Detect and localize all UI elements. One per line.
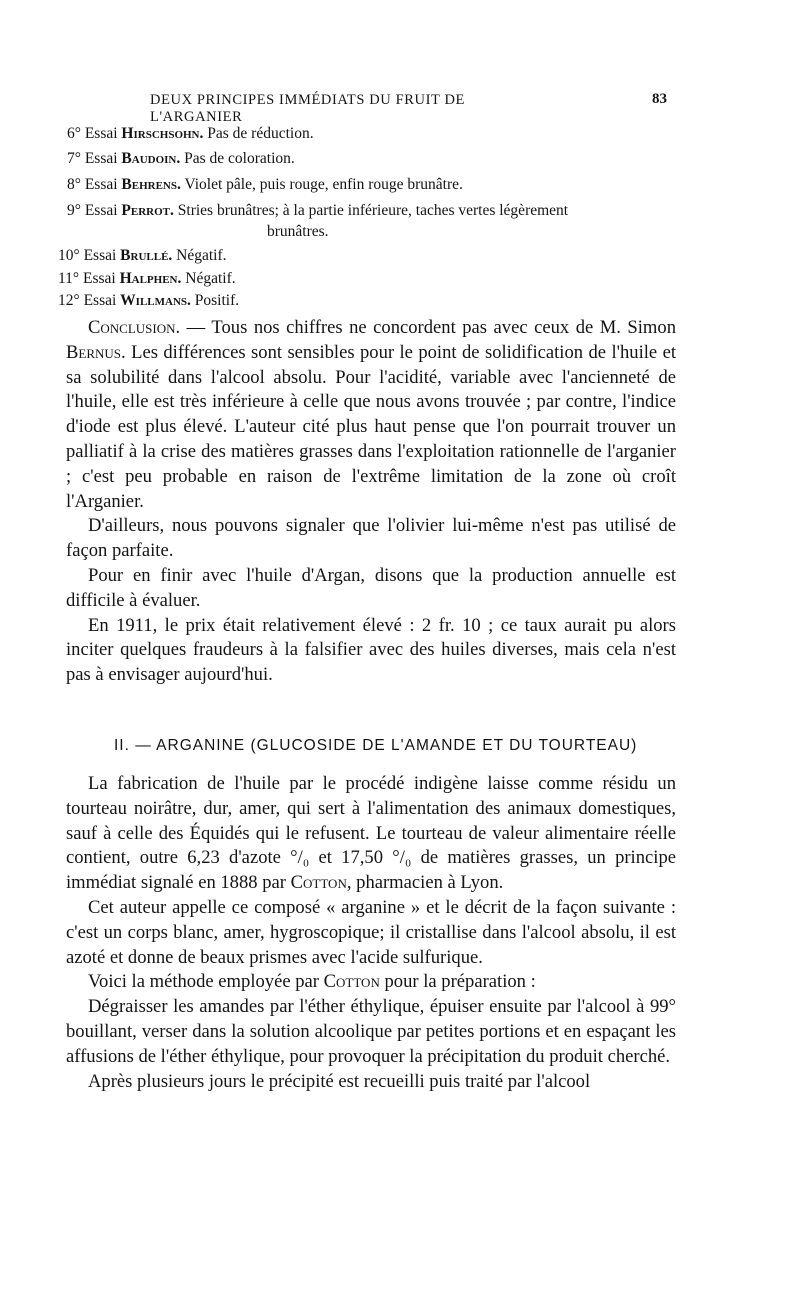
conclusion-paragraph: Conclusion. — Tous nos chiffres ne concordent pas avec ceux de M. Simon Bernus. Les différences sont sensibles pour le point de solidification de l'huile et sa solubilité dans l'alcool absolu. Pour l'acidité, variable avec l'ancienneté de l'huile, elle est très inférieure à celle que nous avons trouvée ; par contre, l'indice d'iode est plus élevé. L'auteur cité plus haut pense que l'on pourrait trouver un palliatif à la crise des matières grasses dans l'exploitation rationnelle de l'arganier ; c'est peu probable en raison de l'extrême limitation de la zone où croît l'Arganier. bbox=[66, 317, 676, 512]
conclusion-label: Conclusion. bbox=[88, 317, 181, 338]
section-heading: II. — ARGANINE (GLUCOSIDE DE L'AMANDE ET DU TOURTEAU) bbox=[114, 737, 638, 754]
paragraph: En 1911, le prix était relativement élevé : 2 fr. 10 ; ce taux aurait pu alors inciter quelques fraudeurs à la falsifier avec des huiles diverses, mais cela n'est pas à envisager aujourd'hui. bbox=[66, 614, 676, 686]
paragraph: Dégraisser les amandes par l'éther éthylique, épuiser ensuite par l'alcool à 99° bouillant, verser dans la solution alcoolique par petites portions et en espaçant les affusions de l'éther éthylique, pour provoquer la précipitation du produit cherché. bbox=[66, 996, 676, 1067]
paragraph: D'ailleurs, nous pouvons signaler que l'olivier lui-même n'est pas utilisé de façon parfaite. bbox=[66, 515, 676, 562]
paragraph: Voici la méthode employée par Cotton pour la préparation : bbox=[88, 971, 536, 993]
test-line: 7° Essai Baudoin. Pas de coloration. bbox=[67, 150, 295, 167]
arganine-section bbox=[66, 772, 676, 1094]
running-title: DEUX PRINCIPES IMMÉDIATS DU FRUIT DE L'ARGANIER bbox=[150, 92, 465, 125]
test-line: 11° Essai Halphen. Négatif. bbox=[58, 270, 236, 287]
test-line: 10° Essai Brullé. Négatif. bbox=[58, 247, 227, 264]
page-number: 83 bbox=[652, 91, 667, 107]
paragraph: Cet auteur appelle ce composé « arganine » et le décrit de la façon suivante : c'est un corps blanc, amer, hygroscopique; il cristallise dans l'alcool absolu, il est azoté et donne de beaux prismes avec l'acide sulfurique. bbox=[66, 896, 676, 968]
test-line: 6° Essai Hirschsohn. Pas de réduction. bbox=[67, 125, 314, 142]
test-line: 9° Essai Perrot. Stries brunâtres; à la partie inférieure, taches vertes légèrement bbox=[67, 202, 569, 219]
author-name: Cotton bbox=[290, 872, 347, 894]
author-name: Cotton bbox=[323, 971, 380, 993]
test-line: 12° Essai Willmans. Positif. bbox=[58, 292, 240, 309]
paragraph: La fabrication de l'huile par le procédé indigène laisse comme résidu un tourteau noirâtre, dur, amer, qui sert à l'alimentation des animaux domestiques, sauf à celle des Équidés qui le refusent. Le tourteau de valeur alimentaire réelle contient, outre 6,23 d'azote °/₀ et 17,50 °/₀ de matières grasses, un principe immédiat signalé en 1888 par Cotton, pharmacien à Lyon. bbox=[66, 773, 676, 894]
paragraph: Pour en finir avec l'huile d'Argan, disons que la production annuelle est difficile à évaluer. bbox=[66, 564, 676, 611]
paragraph: Après plusieurs jours le précipité est recueilli puis traité par l'alcool bbox=[88, 1070, 591, 1092]
test-line-continuation: brunâtres. bbox=[267, 223, 329, 240]
conclusion-block bbox=[66, 316, 676, 688]
author-name: Bernus bbox=[66, 341, 122, 363]
test-line: 8° Essai Behrens. Violet pâle, puis rouge, enfin rouge brunâtre. bbox=[67, 176, 463, 193]
